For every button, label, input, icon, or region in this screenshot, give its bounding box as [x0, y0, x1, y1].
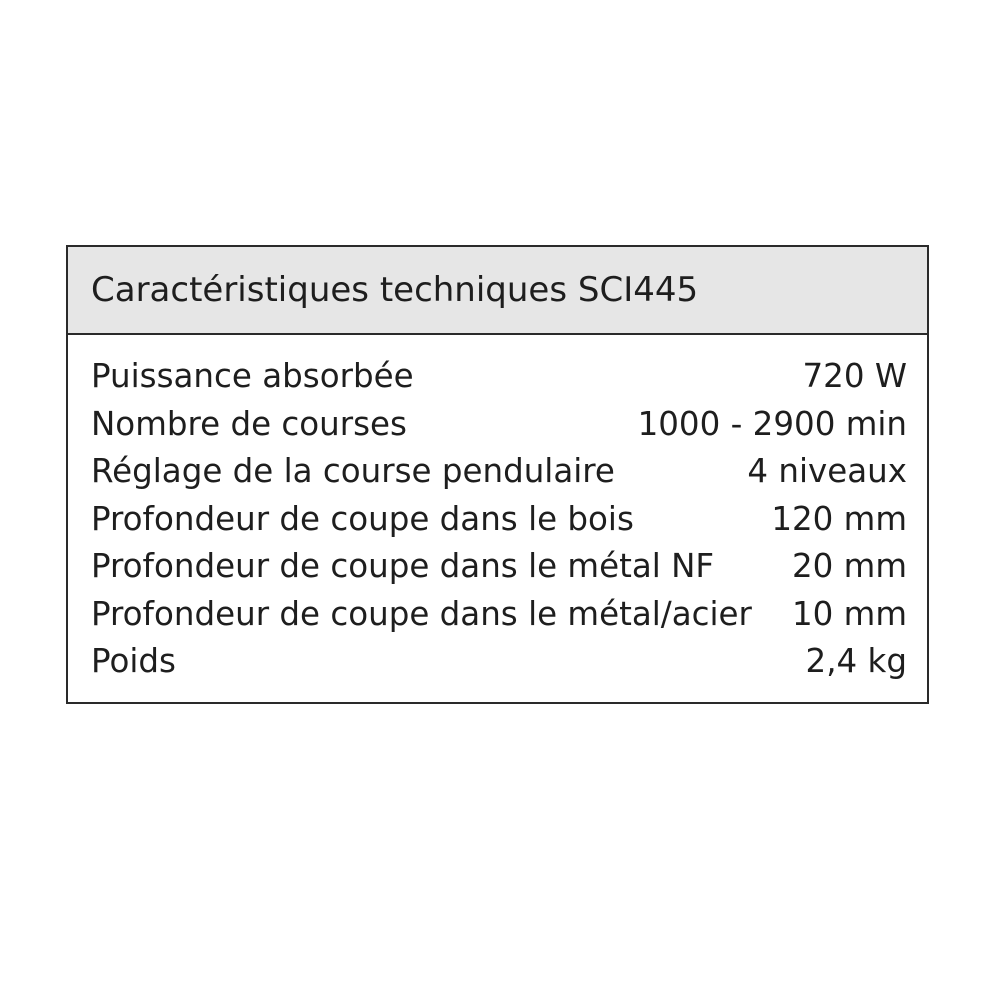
- table-row: [91, 543, 907, 591]
- table-row: [91, 401, 907, 449]
- table-header: [68, 247, 927, 335]
- row-value: 4 niveaux: [747, 452, 907, 490]
- row-label: Poids: [91, 642, 176, 680]
- row-value: 10 mm: [791, 594, 907, 633]
- table-row: [91, 591, 907, 639]
- row-value: 1000 - 2900 min: [637, 404, 907, 443]
- table-row: [91, 448, 907, 496]
- row-value: 2,4 kg: [805, 642, 907, 680]
- row-label: Profondeur de coupe dans le métal/acier: [91, 594, 752, 633]
- row-value: 120 mm: [771, 499, 907, 538]
- row-label: Nombre de courses: [91, 404, 407, 443]
- row-label: Puissance absorbée: [91, 357, 414, 395]
- table-body: [68, 335, 927, 686]
- table-row: [91, 496, 907, 544]
- row-label: Profondeur de coupe dans le bois: [91, 499, 634, 538]
- table-row: [91, 353, 907, 401]
- row-value: 20 mm: [791, 547, 907, 585]
- row-label: Réglage de la course pendulaire: [91, 452, 615, 490]
- row-value: 720 W: [802, 357, 907, 395]
- table-row: [91, 638, 907, 686]
- row-label: Profondeur de coupe dans le métal NF: [91, 547, 715, 585]
- specifications-table: [66, 245, 929, 704]
- table-title: Caractéristiques techniques SCI445: [91, 270, 699, 310]
